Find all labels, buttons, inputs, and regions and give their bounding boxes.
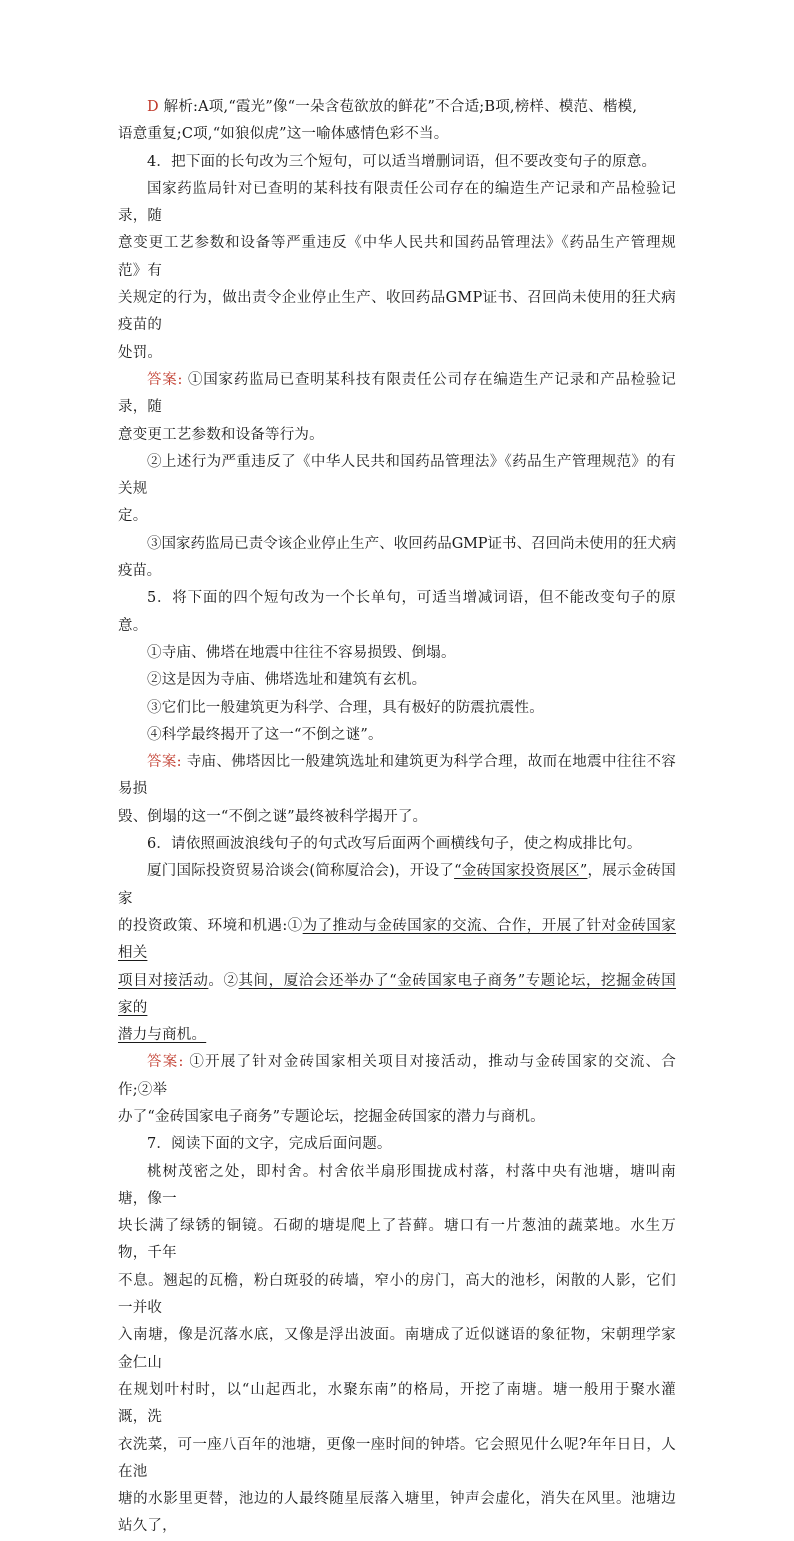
- q5-item: ③它们比一般建筑更为科学、合理，具有极好的防震抗震性。: [147, 699, 544, 716]
- q5-answer-line: 答案: 寺庙、佛塔因比一般建筑选址和建筑更为科学合理，故而在地震中往往不容易损: [118, 754, 676, 798]
- q3-analysis-line-2: 语意重复;C项,“如狼似虎”这一喻体感情色彩不当。: [118, 126, 449, 143]
- q7-passage-line: 块长满了绿锈的铜镜。石砌的塘堤爬上了苔藓。塘口有一片葱油的蔬菜地。水生万物，千年: [118, 1218, 676, 1262]
- q7-passage-line: 入南塘，像是沉落水底，又像是浮出波面。南塘成了近似谜语的象征物，宋朝理学家金仁山: [118, 1327, 676, 1371]
- q4-passage-line: 关规定的行为，做出责令企业停止生产、收回药品GMP证书、召回尚未使用的狂犬病疫苗的: [118, 290, 676, 334]
- q4-answer-line: 答案: ①国家药监局已查明某科技有限责任公司存在编造生产记录和产品检验记录，随: [118, 371, 676, 416]
- q4-answer-line: ③国家药监局已责令该企业停止生产、收回药品GMP证书、召回尚未使用的狂犬病疫苗。: [118, 535, 676, 580]
- answer-label: 答案:: [147, 1054, 184, 1071]
- underlined-sentence-2: 其间，厦洽会还举办了“金砖国家电子商务”专题论坛，挖掘金砖国家的: [118, 972, 677, 1016]
- q7-passage-line: 在规划叶村时，以“山起西北，水聚东南”的格局，开挖了南塘。塘一般用于聚水灌溉，洗: [118, 1381, 676, 1426]
- q7-passage-line: 塘的水影里更替，池边的人最终随星辰落入塘里，钟声会虚化，消失在风里。池塘边站久了，: [118, 1491, 676, 1535]
- q7-passage-line: 衣洗菜，可一座八百年的池塘，更像一座时间的钟塔。它会照见什么呢?年年日日，人在池: [118, 1436, 676, 1480]
- q6-passage-line: 的投资政策、环境和机遇:①为了推动与金砖国家的交流、合作，开展了针对金砖国家相关: [118, 917, 677, 962]
- underlined-sentence-1: 为了推动与金砖国家的交流、合作，开展了针对金砖国家相关: [118, 917, 677, 962]
- q6-answer-line: 办了“金砖国家电子商务”专题论坛，挖掘金砖国家的潜力与商机。: [118, 1108, 545, 1125]
- analysis-text: A项,“霞光”像“一朵含苞欲放的鲜花”不合适;B项,榜样、模范、楷模,: [198, 99, 638, 115]
- q6-stem: 6．请依照画波浪线句子的句式改写后面两个画横线句子，使之构成排比句。: [147, 836, 642, 853]
- q5-item: ①寺庙、佛塔在地震中往往不容易损毁、倒塌。: [147, 644, 456, 661]
- underlined-sentence-1: 项目对接活动: [118, 972, 209, 989]
- q4-answer-line: 定。: [118, 508, 148, 525]
- q7-passage-line: 桃树茂密之处，即村舍。村舍依半扇形围拢成村落，村落中央有池塘，塘叫南塘，像一: [118, 1163, 676, 1207]
- q5-item: ②这是因为寺庙、佛塔选址和建筑有玄机。: [147, 672, 427, 689]
- q7-stem: 7．阅读下面的文字，完成后面问题。: [147, 1136, 392, 1153]
- answer-label: 答案:: [147, 371, 183, 388]
- q4-passage-line: 意变更工艺参数和设备等严重违反《中华人民共和国药品管理法》《药品生产管理规范》有: [118, 235, 676, 279]
- q6-passage-line: 厦门国际投资贸易洽谈会(简称厦洽会)，开设了“金砖国家投资展区”，展示金砖国家: [118, 863, 677, 907]
- q5-item: ④科学最终揭开了这一“不倒之谜”。: [147, 726, 383, 743]
- answer-letter: D: [147, 99, 159, 115]
- q4-stem: 4．把下面的长句改为三个短句，可以适当增删词语，但不要改变句子的原意。: [147, 153, 657, 170]
- q7-passage-line: 不息。翘起的瓦檐，粉白斑驳的砖墙，窄小的房门，高大的池杉，闲散的人影，它们一并收: [118, 1272, 676, 1317]
- q4-answer-line: 意变更工艺参数和设备等行为。: [118, 426, 324, 443]
- q6-answer-line: 答案: ①开展了针对金砖国家相关项目对接活动，推动与金砖国家的交流、合作;②举: [118, 1054, 676, 1098]
- q6-passage-line: 项目对接活动。②其间，厦洽会还举办了“金砖国家电子商务”专题论坛，挖掘金砖国家的: [118, 972, 677, 1016]
- q5-stem: 5．将下面的四个短句改为一个长单句，可适当增减词语，但不能改变句子的原意。: [118, 590, 676, 634]
- q5-answer-line: 毁、倒塌的这一“不倒之谜”最终被科学揭开了。: [118, 808, 428, 825]
- q4-answer-line: ②上述行为严重违反了《中华人民共和国药品管理法》《药品生产管理规范》的有关规: [118, 453, 676, 498]
- analysis-label: 解析:: [163, 99, 199, 115]
- answer-label: 答案:: [147, 754, 182, 771]
- q4-passage-line: 国家药监局针对已查明的某科技有限责任公司存在的编造生产记录和产品检验记录，随: [118, 180, 676, 225]
- underlined-sentence-2: 潜力与商机。: [118, 1027, 207, 1044]
- q3-analysis-line-1: [118, 94, 676, 121]
- page-content: [118, 94, 676, 1541]
- wavy-underlined-phrase: “金砖国家投资展区”: [454, 863, 588, 880]
- q6-passage-line: [118, 1022, 676, 1049]
- q4-passage-line: 处罚。: [118, 344, 163, 361]
